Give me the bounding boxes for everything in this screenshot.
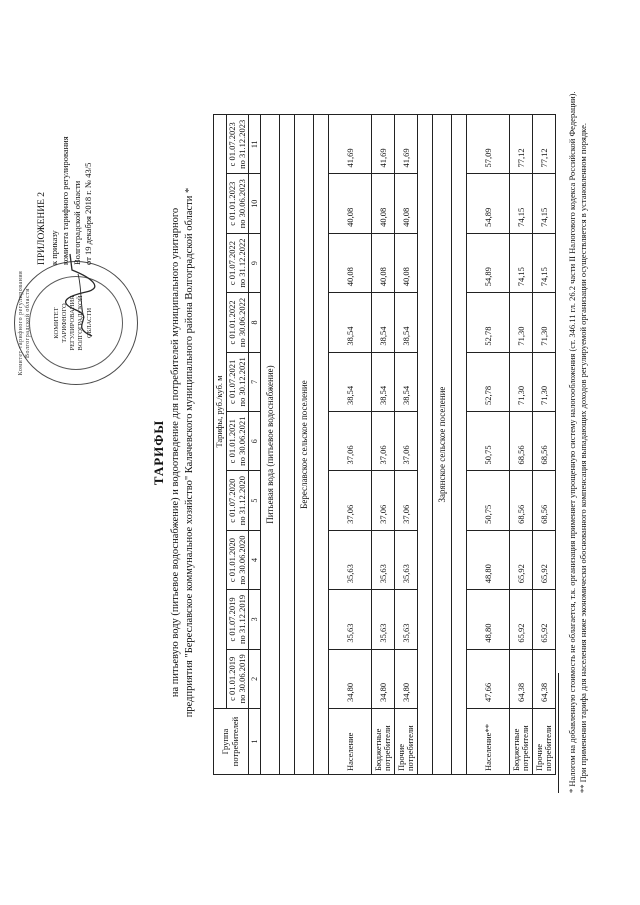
tariff-value-cell: 52,78 xyxy=(467,293,510,352)
tariff-value-cell: 50,75 xyxy=(467,471,510,530)
tariff-value-cell: 74,15 xyxy=(510,174,533,233)
tariff-value-cell: 64,38 xyxy=(533,649,556,708)
tariff-value-cell: 38,54 xyxy=(329,293,372,352)
tariff-value-cell: 40,08 xyxy=(372,233,395,292)
column-number-cell: 6 xyxy=(249,412,261,471)
consumer-group-cell: Прочие потребители xyxy=(395,709,418,775)
tariff-value-cell: 47,66 xyxy=(467,649,510,708)
tariff-value-cell: 40,08 xyxy=(395,174,418,233)
spacer-row xyxy=(280,115,295,775)
consumer-group-cell: Население** xyxy=(467,709,510,775)
appendix-order-date: от 19 декабря 2018 г. № 43/5 xyxy=(83,162,94,265)
column-number-cell: 10 xyxy=(249,174,261,233)
tariff-value-cell: 35,63 xyxy=(395,590,418,649)
tariff-column-header: Тарифы, руб./куб. м xyxy=(214,115,227,709)
tariff-value-cell: 41,69 xyxy=(329,115,372,174)
subsection-title-row xyxy=(433,115,452,775)
tariff-value-cell: 37,06 xyxy=(395,471,418,530)
subsection-title-row xyxy=(295,115,314,775)
tariff-value-cell: 65,92 xyxy=(533,590,556,649)
tariff-value-cell: 71,30 xyxy=(533,293,556,352)
spacer-cell xyxy=(418,115,433,775)
tariff-value-cell: 38,54 xyxy=(372,293,395,352)
tariff-value-cell: 37,06 xyxy=(372,412,395,471)
tariff-value-cell: 71,30 xyxy=(533,352,556,411)
tariff-value-cell: 38,54 xyxy=(329,352,372,411)
column-number-cell: 11 xyxy=(249,115,261,174)
tariff-value-cell: 35,63 xyxy=(395,530,418,589)
period-column-header: с 01.07.2022 по 31.12.2022 xyxy=(226,233,249,292)
table-row xyxy=(467,115,510,775)
tariff-value-cell: 65,92 xyxy=(533,530,556,589)
spacer-row xyxy=(418,115,433,775)
tariff-value-cell: 74,15 xyxy=(533,233,556,292)
group-column-header: Группа потребителей xyxy=(214,709,249,775)
spacer-cell xyxy=(452,115,467,775)
period-column-header: с 01.01.2021 по 30.06.2021 xyxy=(226,412,249,471)
spacer-cell xyxy=(280,115,295,775)
column-number-cell: 8 xyxy=(249,293,261,352)
tariff-value-cell: 71,30 xyxy=(510,293,533,352)
section-title: Питьевая вода (питьевое водоснабжение) xyxy=(261,115,280,775)
appendix-line: к приказу xyxy=(48,230,59,265)
table-row xyxy=(329,115,372,775)
consumer-group-cell: Прочие потребители xyxy=(533,709,556,775)
table-header-row xyxy=(214,115,227,775)
seal-ring-text: Комитет тарифного регулирования Волгоградской области xyxy=(18,270,31,376)
period-column-header: с 01.01.2020 по 30.06.2020 xyxy=(226,530,249,589)
tariff-value-cell: 38,54 xyxy=(395,293,418,352)
tariff-value-cell: 71,30 xyxy=(510,352,533,411)
document-title: ТАРИФЫ xyxy=(151,419,166,486)
period-column-header: с 01.07.2023 по 31.12.2023 xyxy=(226,115,249,174)
column-number-cell: 4 xyxy=(249,530,261,589)
column-number-cell: 7 xyxy=(249,352,261,411)
tariff-value-cell: 68,56 xyxy=(533,412,556,471)
tariff-value-cell: 50,75 xyxy=(467,412,510,471)
appendix-line: Волгоградской области xyxy=(71,180,82,265)
tariff-value-cell: 37,06 xyxy=(395,412,418,471)
footnote-divider xyxy=(558,673,559,793)
column-number-cell: 3 xyxy=(249,590,261,649)
spacer-row xyxy=(314,115,329,775)
tariff-table xyxy=(213,114,556,775)
consumer-group-cell: Бюджетные потребители xyxy=(372,709,395,775)
appendix-line: комитета тарифного регулирования xyxy=(60,136,71,265)
tariff-value-cell: 52,78 xyxy=(467,352,510,411)
tariff-value-cell: 34,80 xyxy=(395,649,418,708)
tariff-value-cell: 48,80 xyxy=(467,530,510,589)
tariff-value-cell: 65,92 xyxy=(510,530,533,589)
tariff-value-cell: 34,80 xyxy=(372,649,395,708)
tariff-value-cell: 65,92 xyxy=(510,590,533,649)
tariff-value-cell: 64,38 xyxy=(510,649,533,708)
spacer-row xyxy=(452,115,467,775)
tariff-value-cell: 68,56 xyxy=(533,471,556,530)
tariff-value-cell: 54,89 xyxy=(467,174,510,233)
column-number-cell: 2 xyxy=(249,649,261,708)
period-column-header: с 01.01.2023 по 30.06.2023 xyxy=(226,174,249,233)
table-row xyxy=(395,115,418,775)
document-subtitle-line: на питьевую воду (питьевое водоснабжение) и водоотведение для потребителей муниципального унитарного xyxy=(169,207,181,698)
tariff-value-cell: 74,15 xyxy=(510,233,533,292)
appendix-reference xyxy=(36,35,95,265)
column-number-cell: 1 xyxy=(249,709,261,775)
tariff-value-cell: 38,54 xyxy=(372,352,395,411)
period-column-header: с 01.01.2022 по 30.06.2022 xyxy=(226,293,249,352)
tariff-value-cell: 57,09 xyxy=(467,115,510,174)
spacer-cell xyxy=(314,115,329,775)
tariff-value-cell: 37,06 xyxy=(372,471,395,530)
column-number-cell: 9 xyxy=(249,233,261,292)
period-column-header: с 01.07.2020 по 31.12.2020 xyxy=(226,471,249,530)
tariff-value-cell: 40,08 xyxy=(372,174,395,233)
period-column-header: с 01.07.2021 по 30.12.2021 xyxy=(226,352,249,411)
tariff-value-cell: 34,80 xyxy=(329,649,372,708)
tariff-value-cell: 38,54 xyxy=(395,352,418,411)
tariff-value-cell: 54,89 xyxy=(467,233,510,292)
tariff-value-cell: 41,69 xyxy=(372,115,395,174)
consumer-group-cell: Бюджетные потребители xyxy=(510,709,533,775)
section-title-row xyxy=(261,115,280,775)
seal-center-text: КОМИТЕТ ТАРИФНОГО РЕГУЛИРОВАНИЯ ВОЛГОГРАДСКОЙ ОБЛАСТИ xyxy=(53,295,93,351)
table-row xyxy=(372,115,395,775)
period-column-header: с 01.07.2019 по 31.12.2019 xyxy=(226,590,249,649)
tariff-value-cell: 48,80 xyxy=(467,590,510,649)
tariff-value-cell: 40,08 xyxy=(329,233,372,292)
tariff-value-cell: 74,15 xyxy=(533,174,556,233)
tariff-value-cell: 77,12 xyxy=(533,115,556,174)
document-subtitle-line: предприятия "Береславское коммунальное хозяйство" Калачевского муниципального района Волгоградской области * xyxy=(183,187,195,718)
tariff-value-cell: 35,63 xyxy=(329,590,372,649)
tariff-value-cell: 37,06 xyxy=(329,471,372,530)
column-number-row xyxy=(249,115,261,775)
document-title-block xyxy=(152,0,196,905)
table-row xyxy=(510,115,533,775)
tariff-value-cell: 35,63 xyxy=(372,530,395,589)
period-column-header: с 01.01.2019 по 30.06.2019 xyxy=(226,649,249,708)
tariff-value-cell: 37,06 xyxy=(329,412,372,471)
column-number-cell: 5 xyxy=(249,471,261,530)
tariff-value-cell: 40,08 xyxy=(329,174,372,233)
tariff-table-body xyxy=(249,115,556,775)
tariff-value-cell: 35,63 xyxy=(329,530,372,589)
tariff-value-cell: 35,63 xyxy=(372,590,395,649)
period-header-row xyxy=(226,115,249,775)
table-row xyxy=(533,115,556,775)
tariff-value-cell: 68,56 xyxy=(510,412,533,471)
tariff-value-cell: 41,69 xyxy=(395,115,418,174)
tariff-value-cell: 68,56 xyxy=(510,471,533,530)
footnote-vat: * Налогом на добавленную стоимость не облагается, т.к. организация применяет упрощенную систему налогообложения (ст. 346.11 гл. 26.2 части II Налогового кодекса Российской Федерации). xyxy=(567,91,577,793)
subsection-title: Береславское сельское поселение xyxy=(295,115,314,775)
tariff-value-cell: 40,08 xyxy=(395,233,418,292)
appendix-title: ПРИЛОЖЕНИЕ 2 xyxy=(37,191,47,265)
footnote-compensation: ** При применении тарифа для населения ниже экономически обоснованного компенсация выпадающих доходов регулируемой организации осуществляется в установленном порядке. xyxy=(578,123,589,793)
tariff-value-cell: 77,12 xyxy=(510,115,533,174)
subsection-title: Зарянское сельское поселение xyxy=(433,115,452,775)
consumer-group-cell: Население xyxy=(329,709,372,775)
footnotes xyxy=(558,33,589,793)
